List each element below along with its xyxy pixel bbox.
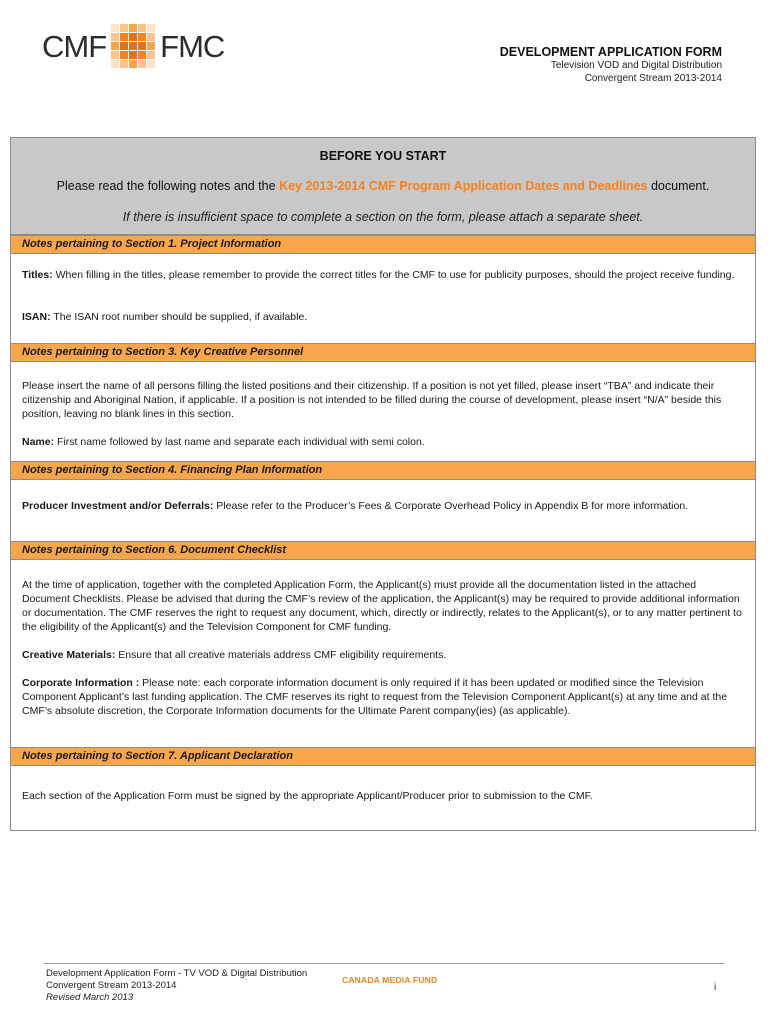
cmf-fmc-logo: [42, 24, 224, 68]
section-6-corporate-note: [22, 676, 746, 718]
logo-mosaic-tile: [120, 33, 128, 41]
section-6-title: Notes pertaining to Section 6. Document Checklist: [22, 544, 287, 556]
corporate-information-text: Please note: each corporate information document is only required if it has been updated or modified since the Television Component Applicant’s last funding application. The CMF reserves its right to request from the Television Component Applicant(s) at any time and at the CMF’s absolute discretion, the Corporate Information documents for the Ultimate Parent company(ies) (as applicable).: [22, 677, 728, 717]
section-4-header: [11, 461, 755, 480]
section-7-declaration-note: Each section of the Application Form must be signed by the appropriate Applicant/Producer prior to submission to the CMF.: [22, 790, 593, 802]
logo-mosaic-icon: [111, 24, 155, 68]
section-4-title: Notes pertaining to Section 4. Financing Plan Information: [22, 464, 323, 476]
logo-mosaic-tile: [129, 60, 137, 68]
footer-divider: [44, 963, 724, 964]
logo-mosaic-tile: [120, 42, 128, 50]
logo-left-text: CMF: [42, 28, 107, 64]
logo-mosaic-tile: [138, 60, 146, 68]
logo-mosaic-tile: [111, 24, 119, 32]
logo-mosaic-tile: [129, 33, 137, 41]
logo-mosaic-tile: [120, 51, 128, 59]
before-you-start-panel: [11, 138, 755, 235]
section-4-producer-note: [22, 499, 746, 513]
section-3-title: Notes pertaining to Section 3. Key Creative Personnel: [22, 346, 304, 358]
logo-mosaic-tile: [111, 51, 119, 59]
form-title: DEVELOPMENT APPLICATION FORM: [499, 45, 722, 59]
logo-mosaic-tile: [138, 24, 146, 32]
footer-form-name: Development Application Form - TV VOD & Digital Distribution: [46, 968, 308, 979]
section-1-title: Notes pertaining to Section 1. Project Information: [22, 238, 282, 250]
section-6-checklist-note: At the time of application, together with the completed Application Form, the Applicant(s) must provide all the documentation listed in the attached Document Checklists. Please be advised that during the CMF’s review of the application, the Applicant(s) may be required to provide additional information or documentation. The CMF reserves the right to request any document, which, directly or indirectly, relates to the Applicant(s), or to any matter pertinent to the eligibility of the Applicant(s) and the Television Component for CMF funding.: [22, 579, 742, 633]
logo-mosaic-tile: [138, 33, 146, 41]
logo-right-text: FMC: [160, 28, 225, 64]
footer-document-info: [46, 968, 307, 1004]
insufficient-space-note: If there is insufficient space to complete a section on the form, please attach a separate sheet.: [122, 210, 644, 224]
logo-mosaic-tile: [138, 42, 146, 50]
section-3-name-note: [22, 435, 746, 449]
logo-mosaic-tile: [129, 51, 137, 59]
section-1-header: [11, 235, 755, 254]
section-6-header: [11, 541, 755, 560]
titles-text: When filling in the titles, please remember to provide the correct titles for the CMF to use for publicity purposes, should the project receive funding.: [52, 269, 735, 281]
intro-instruction-post: document.: [647, 179, 710, 193]
section-7-title: Notes pertaining to Section 7. Applicant Declaration: [22, 750, 293, 762]
isan-label: ISAN:: [22, 311, 51, 323]
logo-mosaic-tile: [120, 24, 128, 32]
footer-organization: CANADA MEDIA FUND: [342, 975, 438, 985]
creative-materials-label: Creative Materials:: [22, 649, 116, 661]
logo-mosaic-tile: [111, 42, 119, 50]
corporate-information-label: Corporate Information :: [22, 677, 140, 689]
section-3-personnel-note: Please insert the name of all persons filling the listed positions and their citizenship. If a position is not yet filled, please insert “TBA” and indicate their citizenship and Aboriginal Nation, if applicable. If a position is not intended to be filled during the course of development, please insert “N/A” beside this position, leaving no blank lines in this section.: [22, 380, 722, 420]
form-subtitle-1: Television VOD and Digital Distribution: [550, 60, 722, 71]
before-you-start-heading: BEFORE YOU START: [319, 149, 447, 163]
section-6-creative-note: [22, 648, 746, 662]
producer-investment-label: Producer Investment and/or Deferrals:: [22, 500, 214, 512]
form-header: [500, 45, 722, 85]
footer-stream: Convergent Stream 2013-2014: [46, 980, 177, 991]
intro-instruction-pre: Please read the following notes and the: [56, 179, 280, 193]
key-dates-link[interactable]: Key 2013-2014 CMF Program Application Dates and Deadlines: [279, 179, 648, 193]
section-1-isan-note: [22, 310, 746, 324]
footer-revised-date: Revised March 2013: [46, 992, 134, 1003]
logo-mosaic-tile: [147, 42, 155, 50]
logo-mosaic-tile: [120, 60, 128, 68]
name-label: Name:: [22, 436, 55, 448]
form-subtitle-2: Convergent Stream 2013-2014: [584, 73, 722, 84]
logo-mosaic-tile: [147, 33, 155, 41]
logo-mosaic-tile: [138, 51, 146, 59]
producer-investment-text: Please refer to the Producer’s Fees & Corporate Overhead Policy in Appendix B for more information.: [213, 500, 689, 512]
section-7-header: [11, 747, 755, 766]
section-3-header: [11, 343, 755, 362]
logo-mosaic-tile: [129, 42, 137, 50]
logo-mosaic-tile: [147, 51, 155, 59]
logo-mosaic-tile: [129, 24, 137, 32]
logo-mosaic-tile: [111, 60, 119, 68]
logo-mosaic-tile: [147, 60, 155, 68]
logo-mosaic-tile: [147, 24, 155, 32]
notes-frame: [10, 137, 756, 831]
creative-materials-text: Ensure that all creative materials address CMF eligibility requirements.: [115, 649, 447, 661]
section-1-titles-note: [22, 268, 746, 282]
name-text: First name followed by last name and separate each individual with semi colon.: [54, 436, 425, 448]
logo-mosaic-tile: [111, 33, 119, 41]
isan-text: The ISAN root number should be supplied, if available.: [50, 311, 308, 323]
titles-label: Titles:: [22, 269, 53, 281]
intro-instruction: [11, 179, 755, 193]
page-number: i: [714, 982, 717, 993]
